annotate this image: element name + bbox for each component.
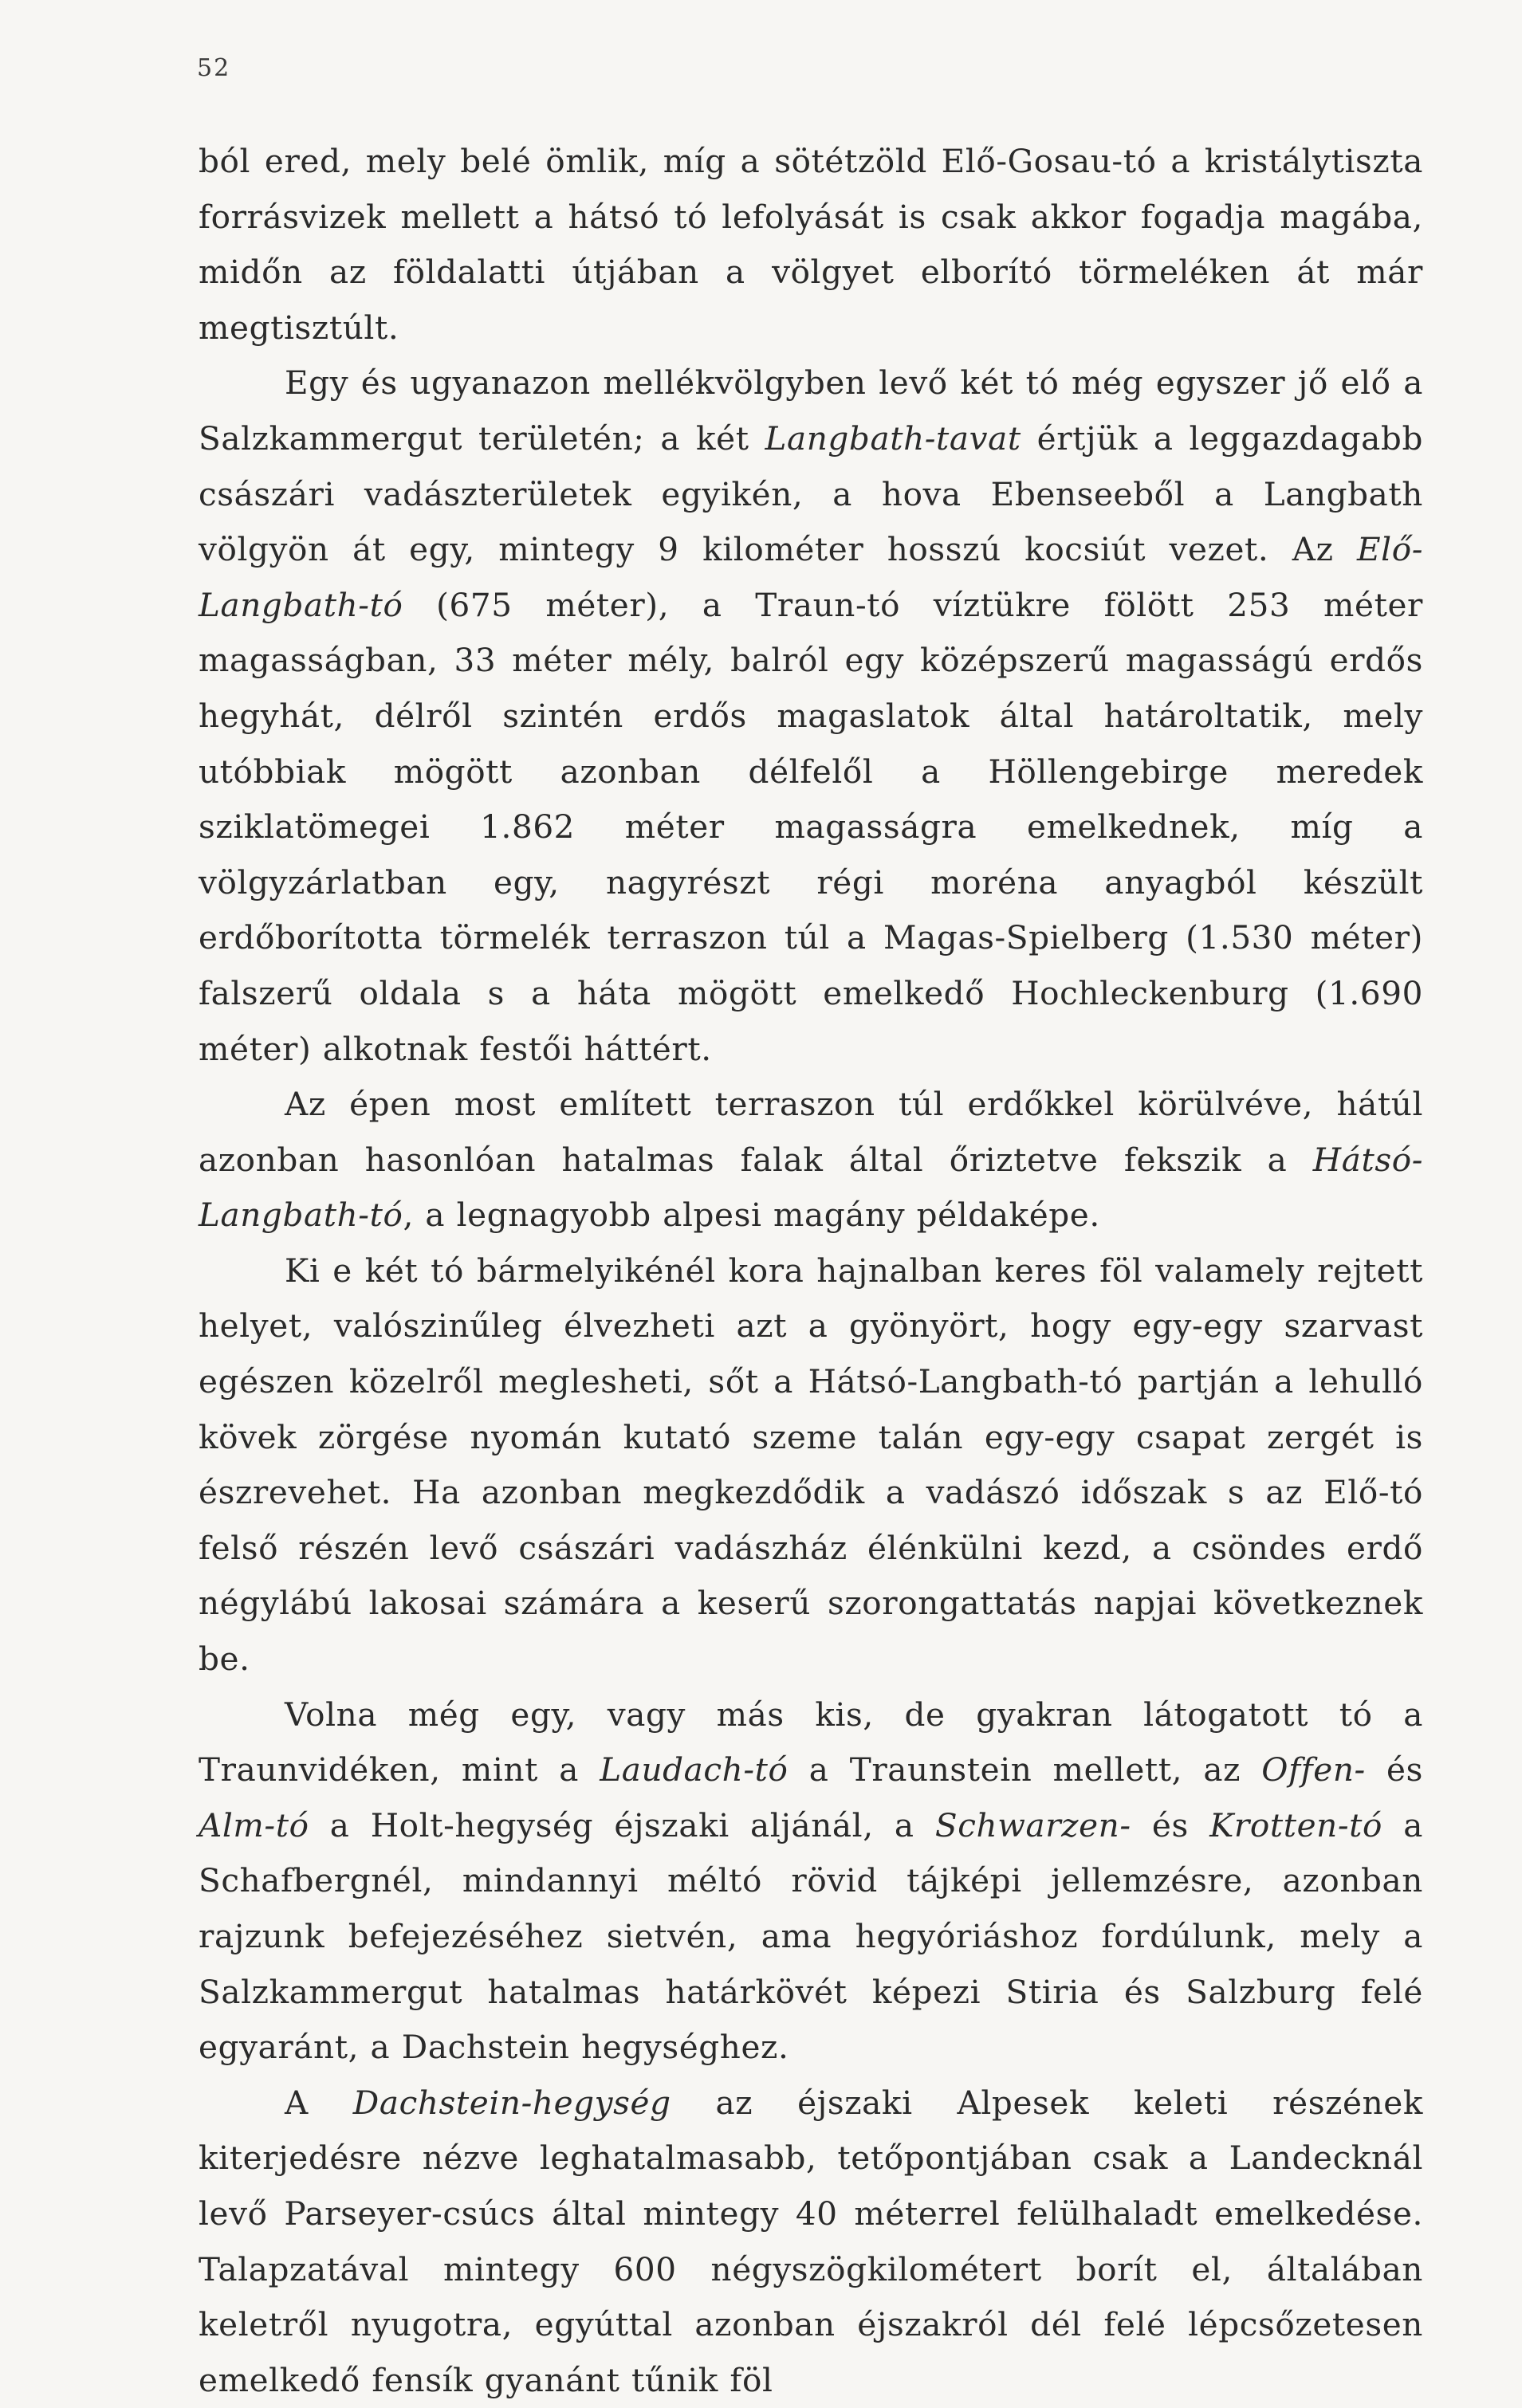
paragraph: [199, 134, 1423, 356]
mountain-name-italic: Dachstein-hegység: [352, 2083, 671, 2122]
text-run: , a legnagyobb alpesi magány példaképe.: [403, 1196, 1100, 1235]
text-run: A: [285, 2083, 353, 2122]
paragraph: [199, 2076, 1423, 2408]
lake-name-italic: Schwarzen-: [934, 1805, 1131, 1844]
text-run: Az épen most említett terraszon túl erdőkkel körülvéve, hátúl azonban hasonlóan hatalmas falak által őriztetve fekszik a: [199, 1085, 1423, 1179]
text-run: az éjszaki Alpesek keleti részének kiterjedésre nézve leghatalmasabb, tetőpontjában csak a Landecknál levő Parseyer-csúcs által mintegy 40 méterrel felülhaladt emelkedése. Talapzatával mintegy 600 négyszögkilométert borít el, általában keletről nyugotra, egyúttal azonban éjszakról dél felé lépcsőzetesen emelkedő fensík gyanánt tűnik föl: [199, 2083, 1423, 2399]
text-run: értjük a leggazdagabb császári vadászterületek egyikén, a hova Ebenseeből a Langbath völgyön át egy, mintegy 9 kilométer hosszú kocsiút vezet. Az: [199, 418, 1423, 569]
paragraph: [199, 1687, 1423, 2076]
text-run: a Schafbergnél, mindannyi méltó rövid tájképi jellemzésre, azonban rajzunk befejezéséhez sietvén, ama hegyóriáshoz fordúlunk, mely a Salzkammergut hatalmas határkövét képezi Stiria és Salzburg felé egyaránt, a Dachstein hegységhez.: [199, 1805, 1423, 2067]
text-run: Ki e két tó bármelyikénél kora hajnalban keres föl valamely rejtett helyet, valószinűleg élvezheti azt a gyönyört, hogy egy-egy szarvast egészen közelről meglesheti, sőt a Hátsó-Langbath-tó partján a lehulló kövek zörgése nyomán kutató szeme talán egy-egy csapat zergét is észrevehet. Ha azonban megkezdődik a vadászó időszak s az Elő-tó felső részén levő császári vadászház élénkülni kezd, a csöndes erdő négylábú lakosai számára a keserű szorongattatás napjai következnek be.: [199, 1251, 1423, 1679]
lake-name-italic: Hátsó-Langbath-tó: [199, 1140, 1423, 1235]
text-run: és: [1365, 1750, 1423, 1789]
lake-name-italic: Laudach-tó: [600, 1750, 789, 1789]
page-number: 52: [197, 54, 231, 82]
text-run: ból ered, mely belé ömlik, míg a sötétzöld Elő-Gosau-tó a kristálytiszta forrásvizek mellett a hátsó tó lefolyását is csak akkor fogadja magába, midőn az földalatti útjában a völgyet elborító törmeléken át már megtisztúlt.: [199, 142, 1423, 347]
text-run: és: [1131, 1805, 1210, 1844]
lake-name-italic: Offen-: [1261, 1750, 1366, 1789]
text-run: a Traunstein mellett, az: [788, 1750, 1262, 1789]
text-run: Egy és ugyanazon mellékvölgyben levő két tó még egyszer jő elő a Salzkammergut területén; a két: [199, 363, 1423, 458]
text-run: a Holt-hegység éjszaki aljánál, a: [309, 1805, 935, 1844]
lake-name-italic: Krotten-tó: [1209, 1805, 1383, 1844]
lake-name-italic: Alm-tó: [199, 1805, 309, 1844]
body-text: [199, 134, 1423, 2408]
lake-name-italic: Langbath-tavat: [765, 418, 1021, 458]
text-run: Volna még egy, vagy más kis, de gyakran látogatott tó a Traunvidéken, mint a: [199, 1695, 1423, 1789]
paragraph: [199, 356, 1423, 1077]
paragraph: [199, 1077, 1423, 1243]
text-run: (675 méter), a Traun-tó víztükre fölött 253 méter magasságban, 33 méter mély, balról egy középszerű magasságú erdős hegyhát, délről szintén erdős magaslatok által határoltatik, mely utóbbiak mögött azonban délfelől a Höllengebirge meredek sziklatömegei 1.862 méter magasságra emelkednek, míg a völgyzárlatban egy, nagyrészt régi moréna anyagból készült erdőborította törmelék terraszon túl a Magas-Spielberg (1.530 méter) falszerű oldala s a háta mögött emelkedő Hochleckenburg (1.690 méter) alkotnak festői háttért.: [199, 585, 1423, 1068]
paragraph: [199, 1243, 1423, 1687]
lake-name-italic: Elő-Langbath-tó: [199, 530, 1423, 624]
